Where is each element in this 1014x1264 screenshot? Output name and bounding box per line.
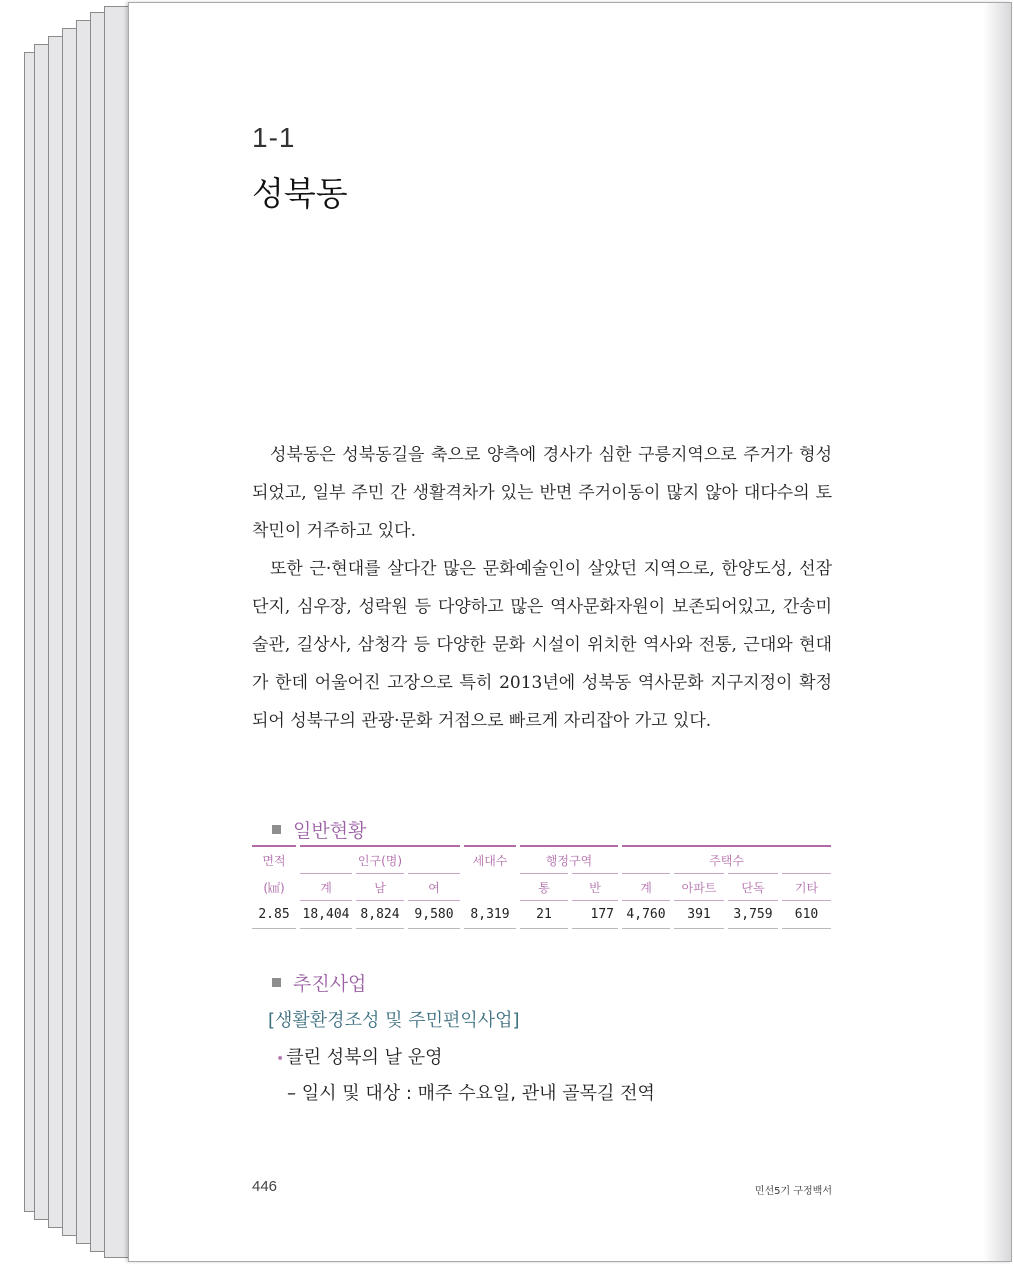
general-status-heading xyxy=(272,816,366,843)
page-number: 446 xyxy=(252,1178,278,1195)
table-row xyxy=(252,901,831,929)
header-area: 면적 xyxy=(262,853,286,868)
project-item-text: 클린 성북의 날 운영 xyxy=(286,1047,443,1068)
project-category: [생활환경조성 및 주민편익사업] xyxy=(268,1010,520,1031)
square-bullet-icon xyxy=(272,978,281,987)
page-gloss xyxy=(983,3,1011,1261)
header-households-blank xyxy=(462,874,518,901)
projects-heading-text: 추진사업 xyxy=(293,973,367,995)
general-status-table xyxy=(252,845,831,929)
table-header-row xyxy=(252,846,831,874)
cell-apartment: 391 xyxy=(672,901,726,929)
dot-bullet-icon: • xyxy=(276,1051,285,1067)
cell-pop-male: 8,824 xyxy=(354,901,406,929)
table-subheader-row xyxy=(252,874,831,901)
header-population: 인구(명) xyxy=(298,846,462,874)
header-pop-total: 계 xyxy=(298,874,354,901)
projects-heading xyxy=(272,969,366,996)
cell-tong: 21 xyxy=(518,901,570,929)
header-detached: 단독 xyxy=(726,874,780,901)
section-title: 성북동 xyxy=(252,174,348,213)
header-other: 기타 xyxy=(780,874,831,901)
cell-ban: 177 xyxy=(570,901,620,929)
header-pop-male: 남 xyxy=(354,874,406,901)
body-text xyxy=(252,436,832,740)
book-title: 민선5기 구정백서 xyxy=(754,1186,832,1197)
header-ban: 반 xyxy=(570,874,620,901)
header-pop-female: 여 xyxy=(406,874,462,901)
header-apartment: 아파트 xyxy=(672,874,726,901)
cell-house-total: 4,760 xyxy=(620,901,672,929)
project-item xyxy=(276,1043,443,1069)
header-households: 세대수 xyxy=(462,846,518,874)
cell-pop-female: 9,580 xyxy=(406,901,462,929)
cell-area: 2.85 xyxy=(252,901,298,929)
cell-pop-total: 18,404 xyxy=(298,901,354,929)
cell-other: 610 xyxy=(780,901,831,929)
cell-detached: 3,759 xyxy=(726,901,780,929)
header-house-total: 계 xyxy=(620,874,672,901)
project-detail: – 일시 및 대상 : 매주 수요일, 관내 골목길 전역 xyxy=(287,1083,655,1104)
stack-sheet xyxy=(104,6,130,1258)
header-housing: 주택수 xyxy=(620,846,831,874)
square-bullet-icon xyxy=(272,825,281,834)
section-number: 1-1 xyxy=(252,122,296,153)
paragraph: 성북동은 성북동길을 축으로 양측에 경사가 심한 구릉지역으로 주거가 형성되었고, 일부 주민 간 생활격차가 있는 반면 주거이동이 많지 않아 대다수의 토착민이 거주하고 있다. xyxy=(252,445,832,541)
header-area-unit: (㎢) xyxy=(263,880,285,895)
header-admin: 행정구역 xyxy=(518,846,620,874)
paragraph: 또한 근·현대를 살다간 많은 문화예술인이 살았던 지역으로, 한양도성, 선잠단지, 심우장, 성락원 등 다양하고 많은 역사문화자원이 보존되어있고, 간송미술관, 길상사, 삼청각 등 다양한 문화 시설이 위치한 역사와 전통, 근대와 현대가 한데 어울어진 고장으로 특히 2013년에 성북동 역사문화 지구지정이 확정되어 성북구의 관광·문화 거점으로 빠르게 자리잡아 가고 있다. xyxy=(252,559,832,731)
header-tong: 통 xyxy=(518,874,570,901)
general-status-heading-text: 일반현황 xyxy=(293,820,367,842)
cell-households: 8,319 xyxy=(462,901,518,929)
